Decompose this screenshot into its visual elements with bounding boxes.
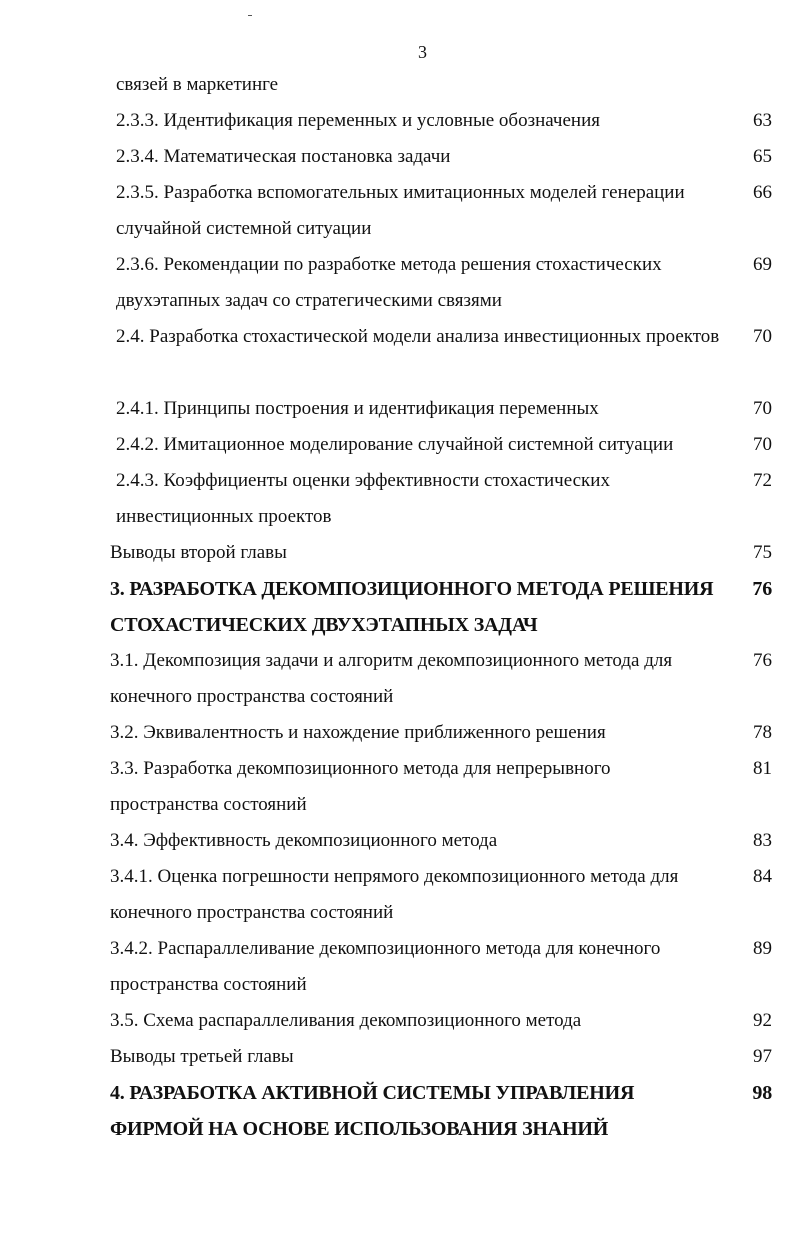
toc-entry: [110, 715, 772, 751]
toc-entry-title: 2.4.1. Принципы построения и идентификация переменных: [116, 398, 599, 419]
toc-entry: [110, 103, 772, 139]
toc-entry-page: 89: [753, 938, 772, 959]
toc-entry-page: 78: [753, 722, 772, 743]
toc-entry: [110, 247, 772, 319]
toc-entry-page: 70: [753, 398, 772, 419]
toc-entry-title: 3.2. Эквивалентность и нахождение приближенного решения: [110, 722, 606, 743]
toc-entry: [110, 427, 772, 463]
toc-entry-title: Выводы второй главы: [110, 542, 287, 563]
toc-entry-page: 70: [753, 434, 772, 455]
toc-chapter-heading: [110, 571, 772, 643]
toc-entry: [110, 931, 772, 1003]
toc-entry: [110, 463, 772, 535]
toc-entry-page: 92: [753, 1010, 772, 1031]
toc-entry-page: 63: [753, 110, 772, 131]
toc-entry-title: 3.3. Разработка декомпозиционного метода для непрерывного пространства состояний: [110, 758, 611, 815]
toc-entry-page: 83: [753, 830, 772, 851]
toc-entry-page: 97: [753, 1046, 772, 1067]
toc-entry-title: 4. РАЗРАБОТКА АКТИВНОЙ СИСТЕМЫ УПРАВЛЕНИЯ ФИРМОЙ НА ОСНОВЕ ИСПОЛЬЗОВАНИЯ ЗНАНИЙ: [110, 1082, 635, 1140]
toc-entry-title: 2.4. Разработка стохастической модели анализа инвестиционных проектов: [116, 326, 720, 347]
toc-entry: [110, 859, 772, 931]
toc-entry: [110, 1039, 772, 1075]
toc-entry-title: 3.5. Схема распараллеливания декомпозиционного метода: [110, 1010, 582, 1031]
toc-entry-page: 76: [753, 650, 772, 671]
toc-entry-page: 98: [752, 1082, 772, 1104]
toc-entry-title: 2.3.4. Математическая постановка задачи: [116, 146, 451, 167]
toc-entry-title: связей в маркетинге: [116, 74, 279, 95]
toc-entry-title: 3. РАЗРАБОТКА ДЕКОМПОЗИЦИОННОГО МЕТОДА РЕШЕНИЯ СТОХАСТИЧЕСКИХ ДВУХЭТАПНЫХ ЗАДАЧ: [110, 578, 714, 636]
toc-entry: [110, 643, 772, 715]
toc-entry: [110, 1003, 772, 1039]
toc-entry-page: 84: [753, 866, 772, 887]
toc-entry-title: 2.3.5. Разработка вспомогательных имитационных моделей генерации случайной системной ситуации: [116, 182, 685, 239]
toc-entry-title: 2.4.3. Коэффициенты оценки эффективности стохастических инвестиционных проектов: [116, 470, 610, 527]
toc-entry-page: 76: [752, 578, 772, 600]
toc-entry-title: Выводы третьей главы: [110, 1046, 294, 1067]
toc-entry: [110, 67, 772, 103]
toc-entry: [110, 391, 772, 427]
toc-entry-page: 65: [753, 146, 772, 167]
toc-entry-title: 3.4. Эффективность декомпозиционного метода: [110, 830, 498, 851]
toc-entry-page: 81: [753, 758, 772, 779]
toc-entry-page: 70: [753, 326, 772, 347]
toc-entry-title: 2.4.2. Имитационное моделирование случайной системной ситуации: [116, 434, 674, 455]
toc-entry: [110, 535, 772, 571]
toc-entry: [110, 823, 772, 859]
toc-entry-page: 72: [753, 470, 772, 491]
toc-entry-title: 3.1. Декомпозиция задачи и алгоритм декомпозиционного метода для конечного пространства состояний: [110, 650, 673, 707]
toc-entry: [110, 139, 772, 175]
toc-entry-title: 2.3.6. Рекомендации по разработке метода решения стохастических двухэтапных задач со стратегическими связями: [116, 254, 662, 311]
toc-chapter-heading: [110, 1075, 772, 1147]
toc-entry: [110, 319, 772, 355]
toc-entry: [110, 175, 772, 247]
toc-entry-title: 3.4.1. Оценка погрешности непрямого декомпозиционного метода для конечного пространства состояний: [110, 866, 679, 923]
toc-entry-title: 3.4.2. Распараллеливание декомпозиционного метода для конечного пространства состояний: [110, 938, 661, 995]
toc-entry-page: 69: [753, 254, 772, 275]
toc-entry-page: 66: [753, 182, 772, 203]
page-number: 3: [418, 42, 427, 62]
toc-entry: [110, 751, 772, 823]
toc-entry-page: 75: [753, 542, 772, 563]
scan-speck: [248, 15, 252, 16]
toc-entry-title: 2.3.3. Идентификация переменных и условные обозначения: [116, 110, 600, 131]
